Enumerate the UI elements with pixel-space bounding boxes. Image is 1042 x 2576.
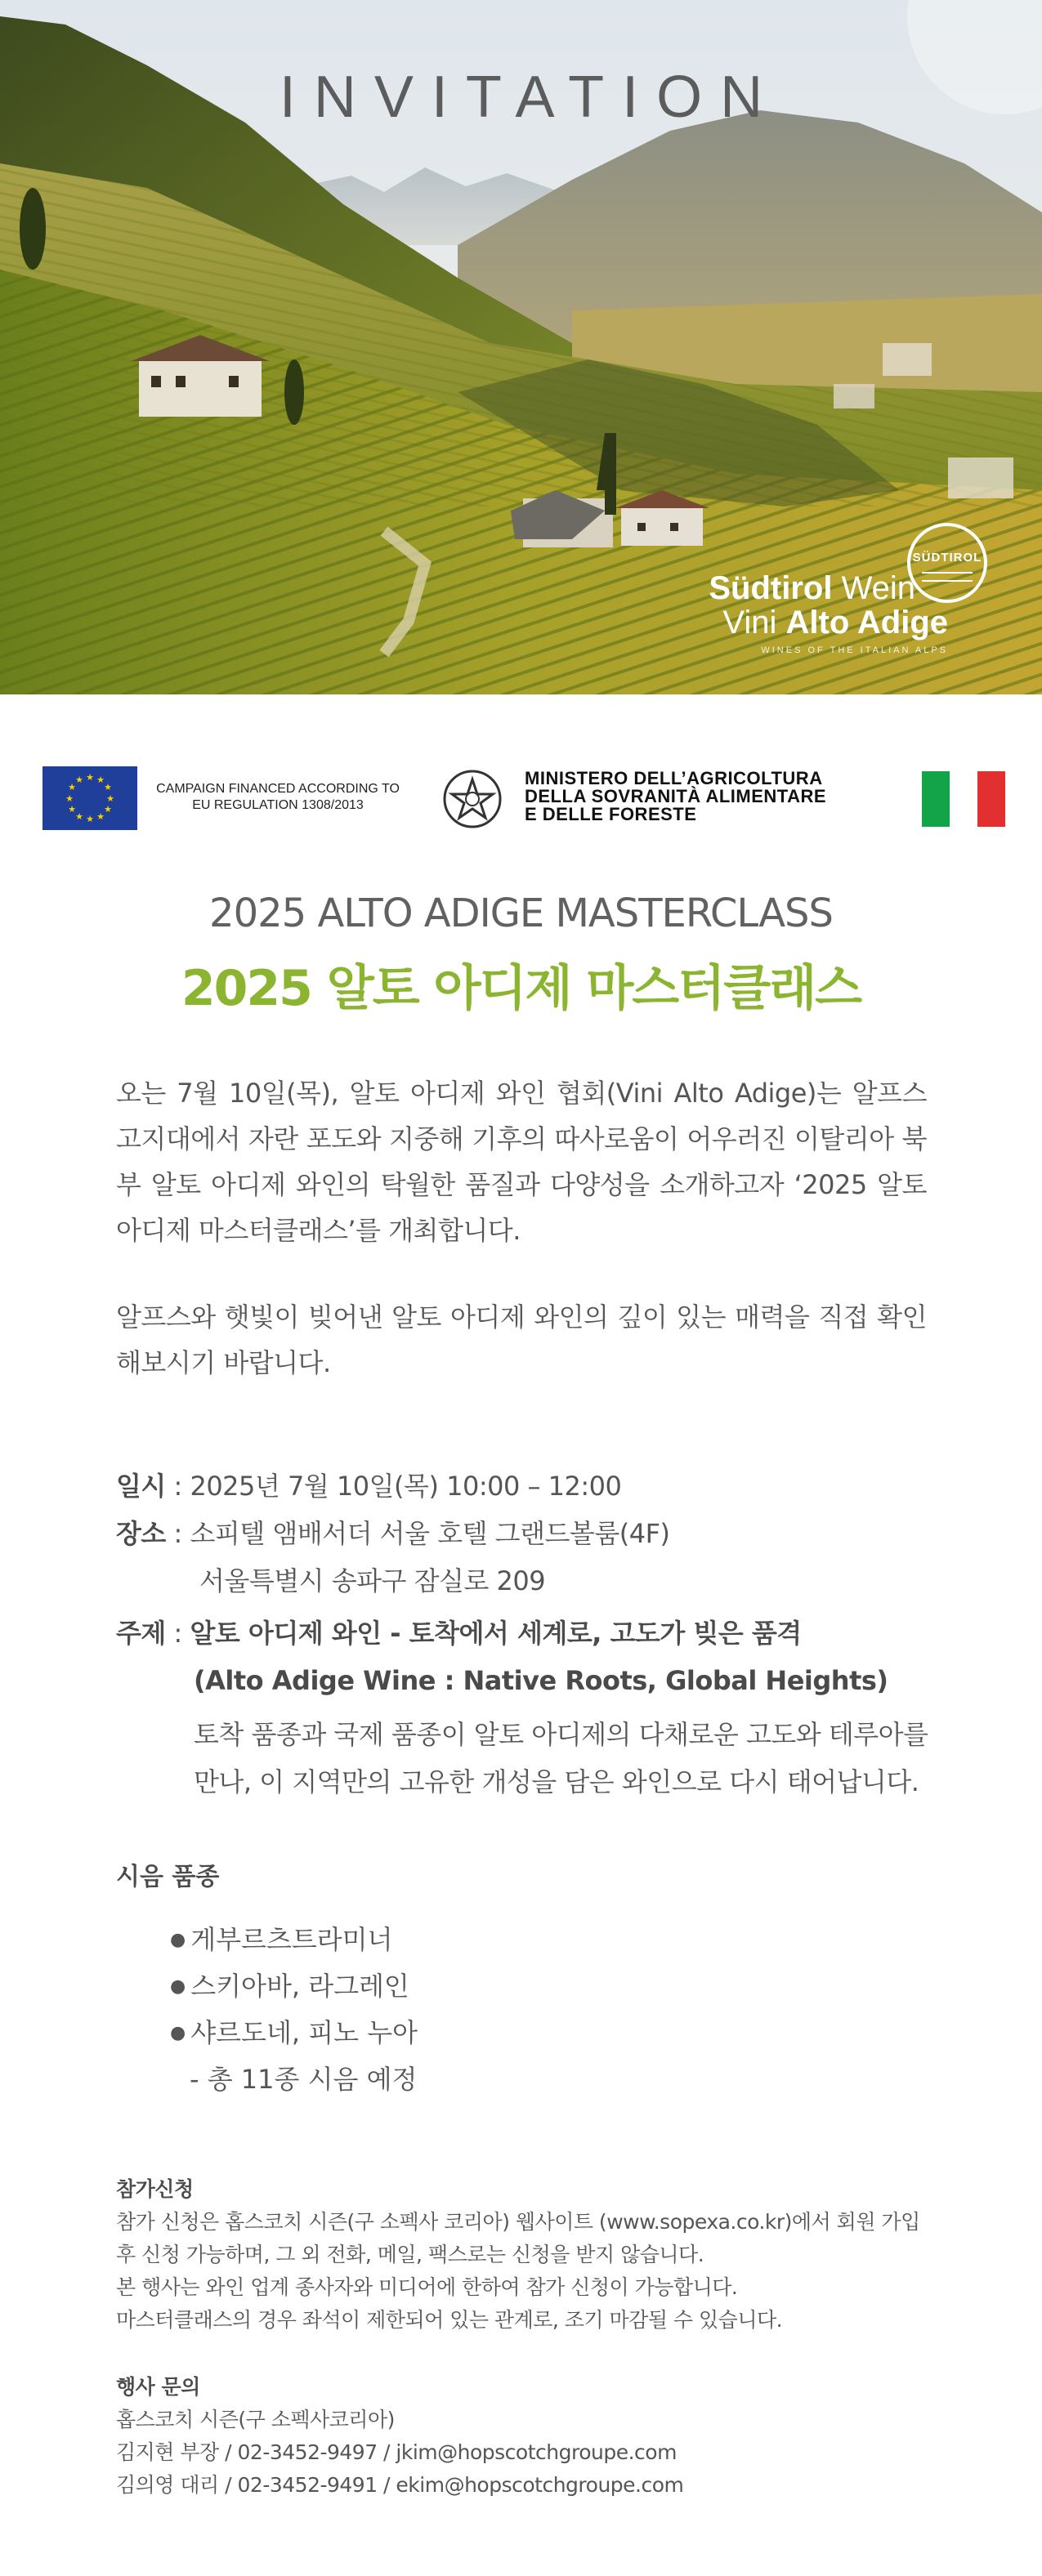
contact-heading: 행사 문의 [116,2375,200,2399]
info-block [116,2173,982,2502]
svg-text:★: ★ [65,793,74,804]
eu-campaign-text: CAMPAIGN FINANCED ACCORDING TO EU REGULATION 1308/2013 [156,782,400,812]
registration-line: 마스터클래스의 경우 좌석이 제한되어 있는 관계로, 조기 마감될 수 있습니다. [116,2308,783,2332]
brand-line-1: Südtirol Wein [709,570,915,606]
svg-text:★: ★ [68,804,76,815]
event-title-korean: 2025 알토 아디제 마스터클래스 [181,960,861,1017]
eu-flag-icon [42,766,137,830]
venue-value: 소피텔 앰배서더 서울 호텔 그랜드볼룸(4F) [190,1518,670,1549]
contact-line: 홉스코치 시즌(구 소펙사코리아) [116,2408,395,2431]
contact-line: 김지현 부장 / 02-3452-9497 / jkim@hopscotchgroupe.com [116,2440,677,2464]
tasting-varieties [116,1855,418,2102]
registration-line: 참가 신청은 홉스코치 시즌(구 소펙사 코리아) 웹사이트 (www.sopexa.co.kr)에서 회원 가입 [116,2210,920,2234]
theme-korean: 알토 아디제 와인 - 토착에서 세계로, 고도가 빚은 품격 [190,1618,802,1649]
venue-row: 장소 : 소피텔 앰배서더 서울 호텔 그랜드볼룸(4F) [116,1510,974,1557]
svg-text:★: ★ [86,772,94,783]
date-label: 일시 [116,1471,166,1502]
bullet-icon: ● [170,1976,186,1997]
svg-text:★: ★ [68,782,76,792]
theme-row: 주제 : 알토 아디제 와인 - 토착에서 세계로, 고도가 빚은 품격 [116,1609,974,1657]
italy-flag-icon [922,771,1005,827]
date-row: 일시 : 2025년 7월 10일(목) 10:00 – 12:00 [116,1462,974,1510]
svg-text:★: ★ [104,782,112,792]
badge-text: SÜDTIROL [912,551,982,565]
list-item: ● 스키아바, 라그레인 [170,1971,409,2002]
brand-line-2: Vini Alto Adige [722,605,948,641]
invitation-heading: INVITATION [279,65,781,130]
venue-address: 서울특별시 송파구 잠실로 209 [199,1565,546,1596]
hero-banner [0,0,1042,694]
theme-label: 주제 [116,1618,166,1649]
tasting-list [116,1917,418,2056]
svg-text:★: ★ [75,775,83,785]
intro-paragraph-2: 알프스와 햇빛이 빚어낸 알토 아디제 와인의 깊이 있는 매력을 직접 확인해보시기 바랍니다. [116,1301,927,1378]
list-item: ● 샤르도네, 피노 누아 [170,2017,418,2048]
registration-heading: 참가신청 [116,2177,194,2201]
venue-label: 장소 [116,1518,166,1549]
svg-text:★: ★ [96,811,105,822]
intro-paragraph-1: 오는 7월 10일(목), 알토 아디제 와인 협회(Vini Alto Adige)는 알프스 고지대에서 자란 포도와 지중해 기후의 따사로움이 어우러진 이탈리아 북부 알토 아디제 와인의 탁월한 품질과 다양성을 소개하고자 ‘2025 알토 아디제 마스터클래스’를 개최합니다. [116,1078,927,1246]
svg-text:★: ★ [86,814,94,824]
theme-english: (Alto Adige Wine : Native Roots, Global Heights) [194,1665,888,1696]
theme-description: 토착 품종과 국제 품종이 알토 아디제의 다채로운 고도와 테루아를 만나, 이 지역만의 고유한 개성을 담은 와인으로 다시 태어납니다. [194,1719,928,1797]
sponsor-logos-row [0,694,1042,824]
tasting-heading: 시음 품종 [116,1863,220,1891]
contact-line: 김의영 대리 / 02-3452-9491 / ekim@hopscotchgroupe.com [116,2473,684,2497]
date-value: 2025년 7월 10일(목) 10:00 – 12:00 [190,1471,622,1502]
bullet-icon: ● [170,1930,186,1950]
svg-text:★: ★ [75,811,83,822]
italian-republic-emblem-icon [441,766,503,832]
event-details [116,1462,974,1806]
registration-line: 후 신청 가능하며, 그 외 전화, 메일, 팩스로는 신청을 받지 않습니다. [116,2243,704,2266]
event-title-english: 2025 ALTO ADIGE MASTERCLASS [209,891,833,936]
brand-tagline: WINES OF THE ITALIAN ALPS [761,645,948,655]
intro-text [116,1070,927,1426]
svg-text:★: ★ [104,804,112,815]
bullet-icon: ● [170,2023,186,2043]
event-title-block [0,891,1042,1020]
ministry-name: MINISTERO DELL’AGRICOLTURA DELLA SOVRANITÀ ALIMENTARE E DELLE FORESTE [525,768,827,824]
svg-text:★: ★ [106,793,114,804]
tasting-note: - 총 11종 시음 예정 [190,2064,418,2095]
list-item: ● 게부르츠트라미너 [170,1924,393,1955]
svg-text:★: ★ [96,775,105,785]
registration-line: 본 행사는 와인 업계 종사자와 미디어에 한하여 참가 신청이 가능합니다. [116,2275,738,2299]
sudtirol-badge-icon [907,523,987,603]
